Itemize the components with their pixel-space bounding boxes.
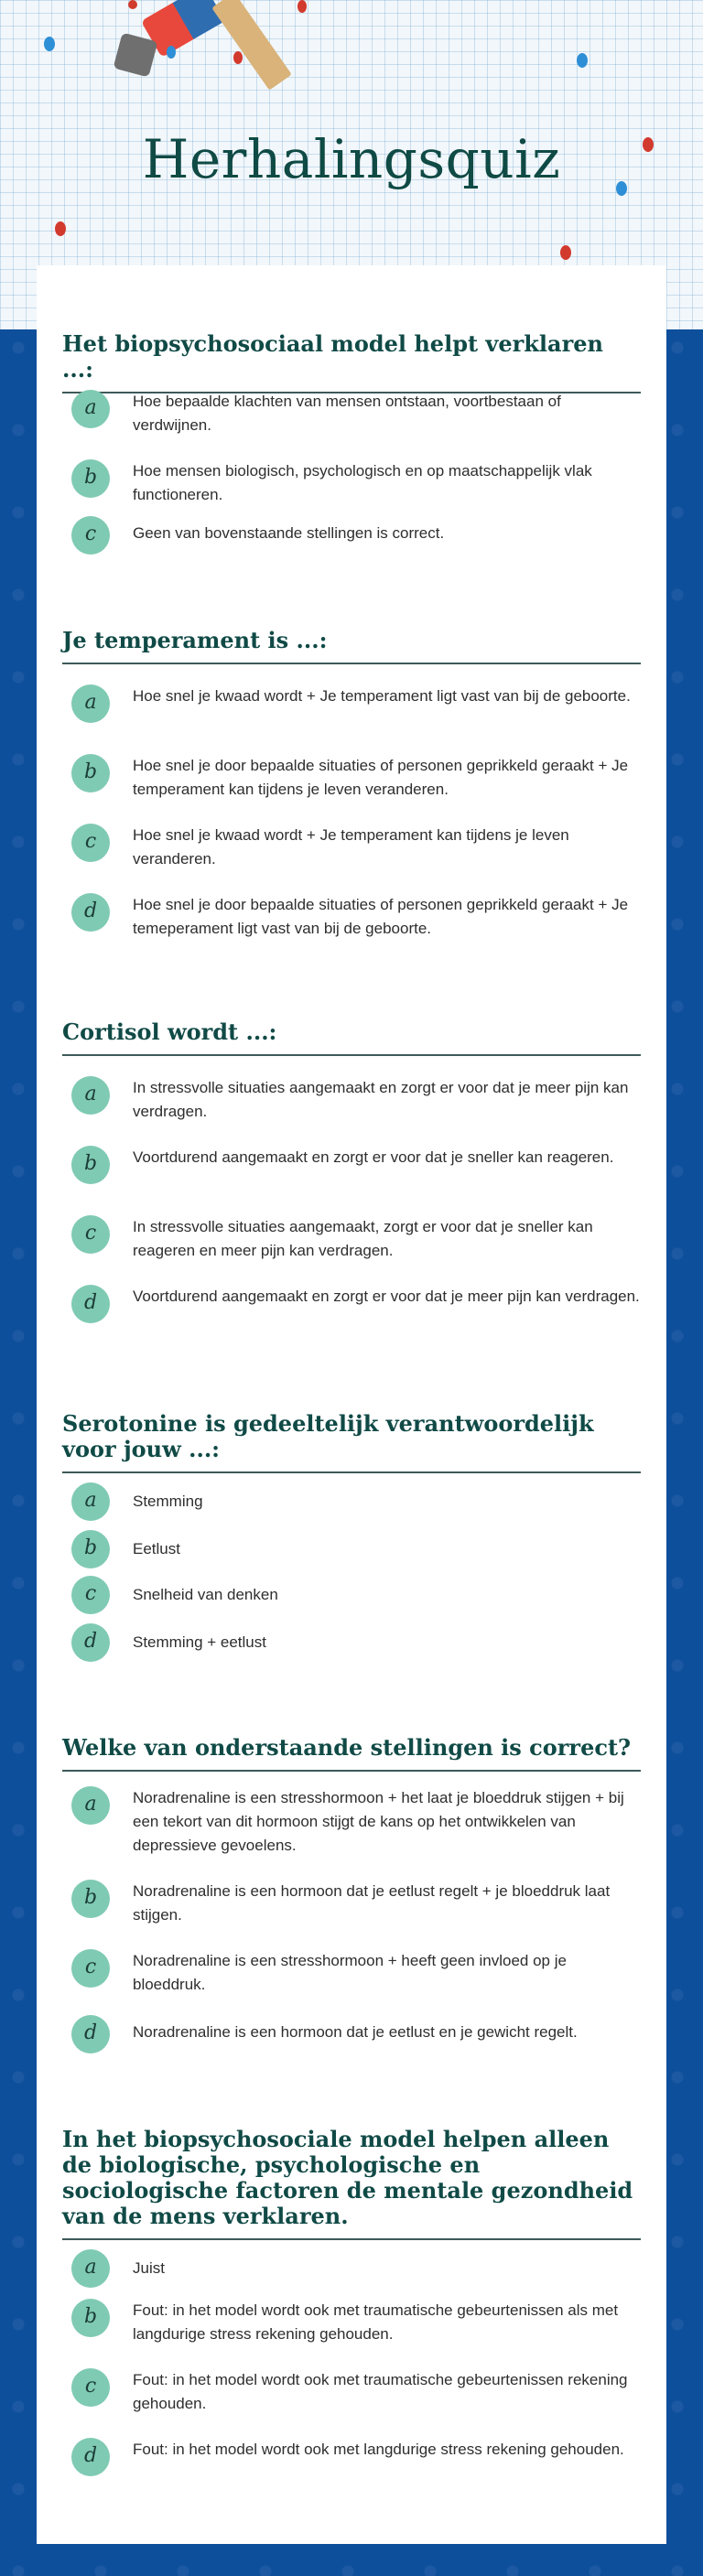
option-letter-badge[interactable]: a — [71, 1786, 110, 1825]
option-text[interactable]: In stressvolle situaties aangemaakt, zorgt er voor dat je sneller kan reageren en meer pijn kan verdragen. — [133, 1218, 593, 1259]
option-letter-badge[interactable]: c — [71, 824, 110, 862]
option-letter-badge[interactable]: c — [71, 1576, 110, 1614]
option-text[interactable]: Geen van bovenstaande stellingen is correct. — [133, 524, 445, 542]
option-text[interactable]: Hoe snel je door bepaalde situaties of personen geprikkeld geraakt + Je temperament kan tijdens je leven veranderen. — [133, 757, 629, 798]
question-5 — [62, 1734, 641, 2044]
option-letter-badge[interactable]: c — [71, 516, 110, 555]
option-text[interactable]: Juist — [133, 2259, 165, 2277]
ruler-illustration — [211, 0, 292, 91]
option-text[interactable]: Stemming + eetlust — [133, 1633, 266, 1651]
confetti-dot — [128, 0, 137, 9]
question-1 — [62, 330, 641, 545]
confetti-dot — [167, 46, 176, 59]
option-text[interactable]: Noradrenaline is een stresshormoon + heeft geen invloed op je bloeddruk. — [133, 1952, 567, 1993]
option-text[interactable]: Eetlust — [133, 1540, 180, 1557]
option-text[interactable]: Snelheid van denken — [133, 1586, 278, 1603]
option-letter-badge[interactable]: c — [71, 1949, 110, 1988]
option-text[interactable]: Hoe bepaalde klachten van mensen ontstaan, voortbestaan of verdwijnen. — [133, 393, 561, 434]
question-6 — [62, 2126, 641, 2467]
confetti-dot — [44, 37, 55, 51]
option-letter-badge[interactable]: b — [71, 1146, 110, 1184]
option-letter-badge[interactable]: c — [71, 1215, 110, 1254]
confetti-dot — [560, 245, 571, 260]
option-letter-badge[interactable]: c — [71, 2368, 110, 2407]
confetti-dot — [55, 221, 66, 236]
option-letter-badge[interactable]: a — [71, 684, 110, 723]
option-text[interactable]: Noradrenaline is een hormoon dat je eetlust regelt + je bloeddruk laat stijgen. — [133, 1882, 611, 1924]
option-text[interactable]: In stressvolle situaties aangemaakt en zorgt er voor dat je meer pijn kan verdragen. — [133, 1079, 629, 1120]
option-letter-badge[interactable]: b — [71, 754, 110, 792]
option-text[interactable]: Noradrenaline is een stresshormoon + het laat je bloeddruk stijgen + bij een tekort van dit hormoon stijgt de kans op het ontwikkelen van depressieve gevoelens. — [133, 1789, 624, 1854]
page-title: Herhalingsquiz — [142, 128, 561, 190]
confetti-dot — [297, 0, 307, 13]
option-letter-badge[interactable]: b — [71, 1530, 110, 1568]
option-text[interactable]: Stemming — [133, 1493, 203, 1510]
confetti-dot — [577, 53, 588, 68]
option-text[interactable]: Noradrenaline is een hormoon dat je eetlust en je gewicht regelt. — [133, 2023, 578, 2041]
option-text[interactable]: Hoe mensen biologisch, psychologisch en op maatschappelijk vlak functioneren. — [133, 462, 592, 503]
option-letter-badge[interactable]: d — [71, 2438, 110, 2476]
option-text[interactable]: Hoe snel je kwaad wordt + Je temperament kan tijdens je leven veranderen. — [133, 826, 569, 868]
question-2 — [62, 627, 641, 937]
question-title: Je temperament is ...: — [62, 628, 641, 664]
option-letter-badge[interactable]: a — [71, 2249, 110, 2288]
option-text[interactable]: Fout: in het model wordt ook met traumatische gebeurtenissen als met langdurige stress rekening gehouden. — [133, 2301, 619, 2343]
option-letter-badge[interactable]: b — [71, 459, 110, 498]
option-letter-badge[interactable]: d — [71, 1285, 110, 1323]
option-letter-badge[interactable]: a — [71, 1076, 110, 1115]
option-text[interactable]: Fout: in het model wordt ook met traumatische gebeurtenissen rekening gehouden. — [133, 2371, 628, 2412]
option-letter-badge[interactable]: a — [71, 390, 110, 428]
option-letter-badge[interactable]: b — [71, 2299, 110, 2337]
confetti-dot — [233, 51, 243, 64]
option-letter-badge[interactable]: d — [71, 1623, 110, 1662]
option-text[interactable]: Hoe snel je kwaad wordt + Je temperament ligt vast van bij de geboorte. — [133, 687, 631, 705]
question-title: Cortisol wordt ...: — [62, 1019, 641, 1056]
option-letter-badge[interactable]: a — [71, 1482, 110, 1521]
option-text[interactable]: Voortdurend aangemaakt en zorgt er voor dat je meer pijn kan verdragen. — [133, 1288, 640, 1305]
question-4 — [62, 1410, 641, 1653]
option-text[interactable]: Hoe snel je door bepaalde situaties of personen geprikkeld geraakt + Je temeperament ligt vast van bij de geboorte. — [133, 896, 629, 937]
option-text[interactable]: Voortdurend aangemaakt en zorgt er voor dat je sneller kan reageren. — [133, 1148, 614, 1166]
question-title: Welke van onderstaande stellingen is correct? — [62, 1735, 641, 1772]
option-text[interactable]: Fout: in het model wordt ook met langdurige stress rekening gehouden. — [133, 2441, 624, 2458]
option-letter-badge[interactable]: d — [71, 893, 110, 932]
question-title: Het biopsychosociaal model helpt verklaren ...: — [62, 331, 641, 393]
question-3 — [62, 1019, 641, 1314]
quiz-card — [37, 265, 666, 2544]
question-title: In het biopsychosociale model helpen alleen de biologische, psychologische en sociologische factoren de mentale gezondheid van de mens verklaren. — [62, 2127, 641, 2240]
option-letter-badge[interactable]: b — [71, 1880, 110, 1918]
option-letter-badge[interactable]: d — [71, 2015, 110, 2053]
question-title: Serotonine is gedeeltelijk verantwoordelijk voor jouw ...: — [62, 1411, 641, 1473]
